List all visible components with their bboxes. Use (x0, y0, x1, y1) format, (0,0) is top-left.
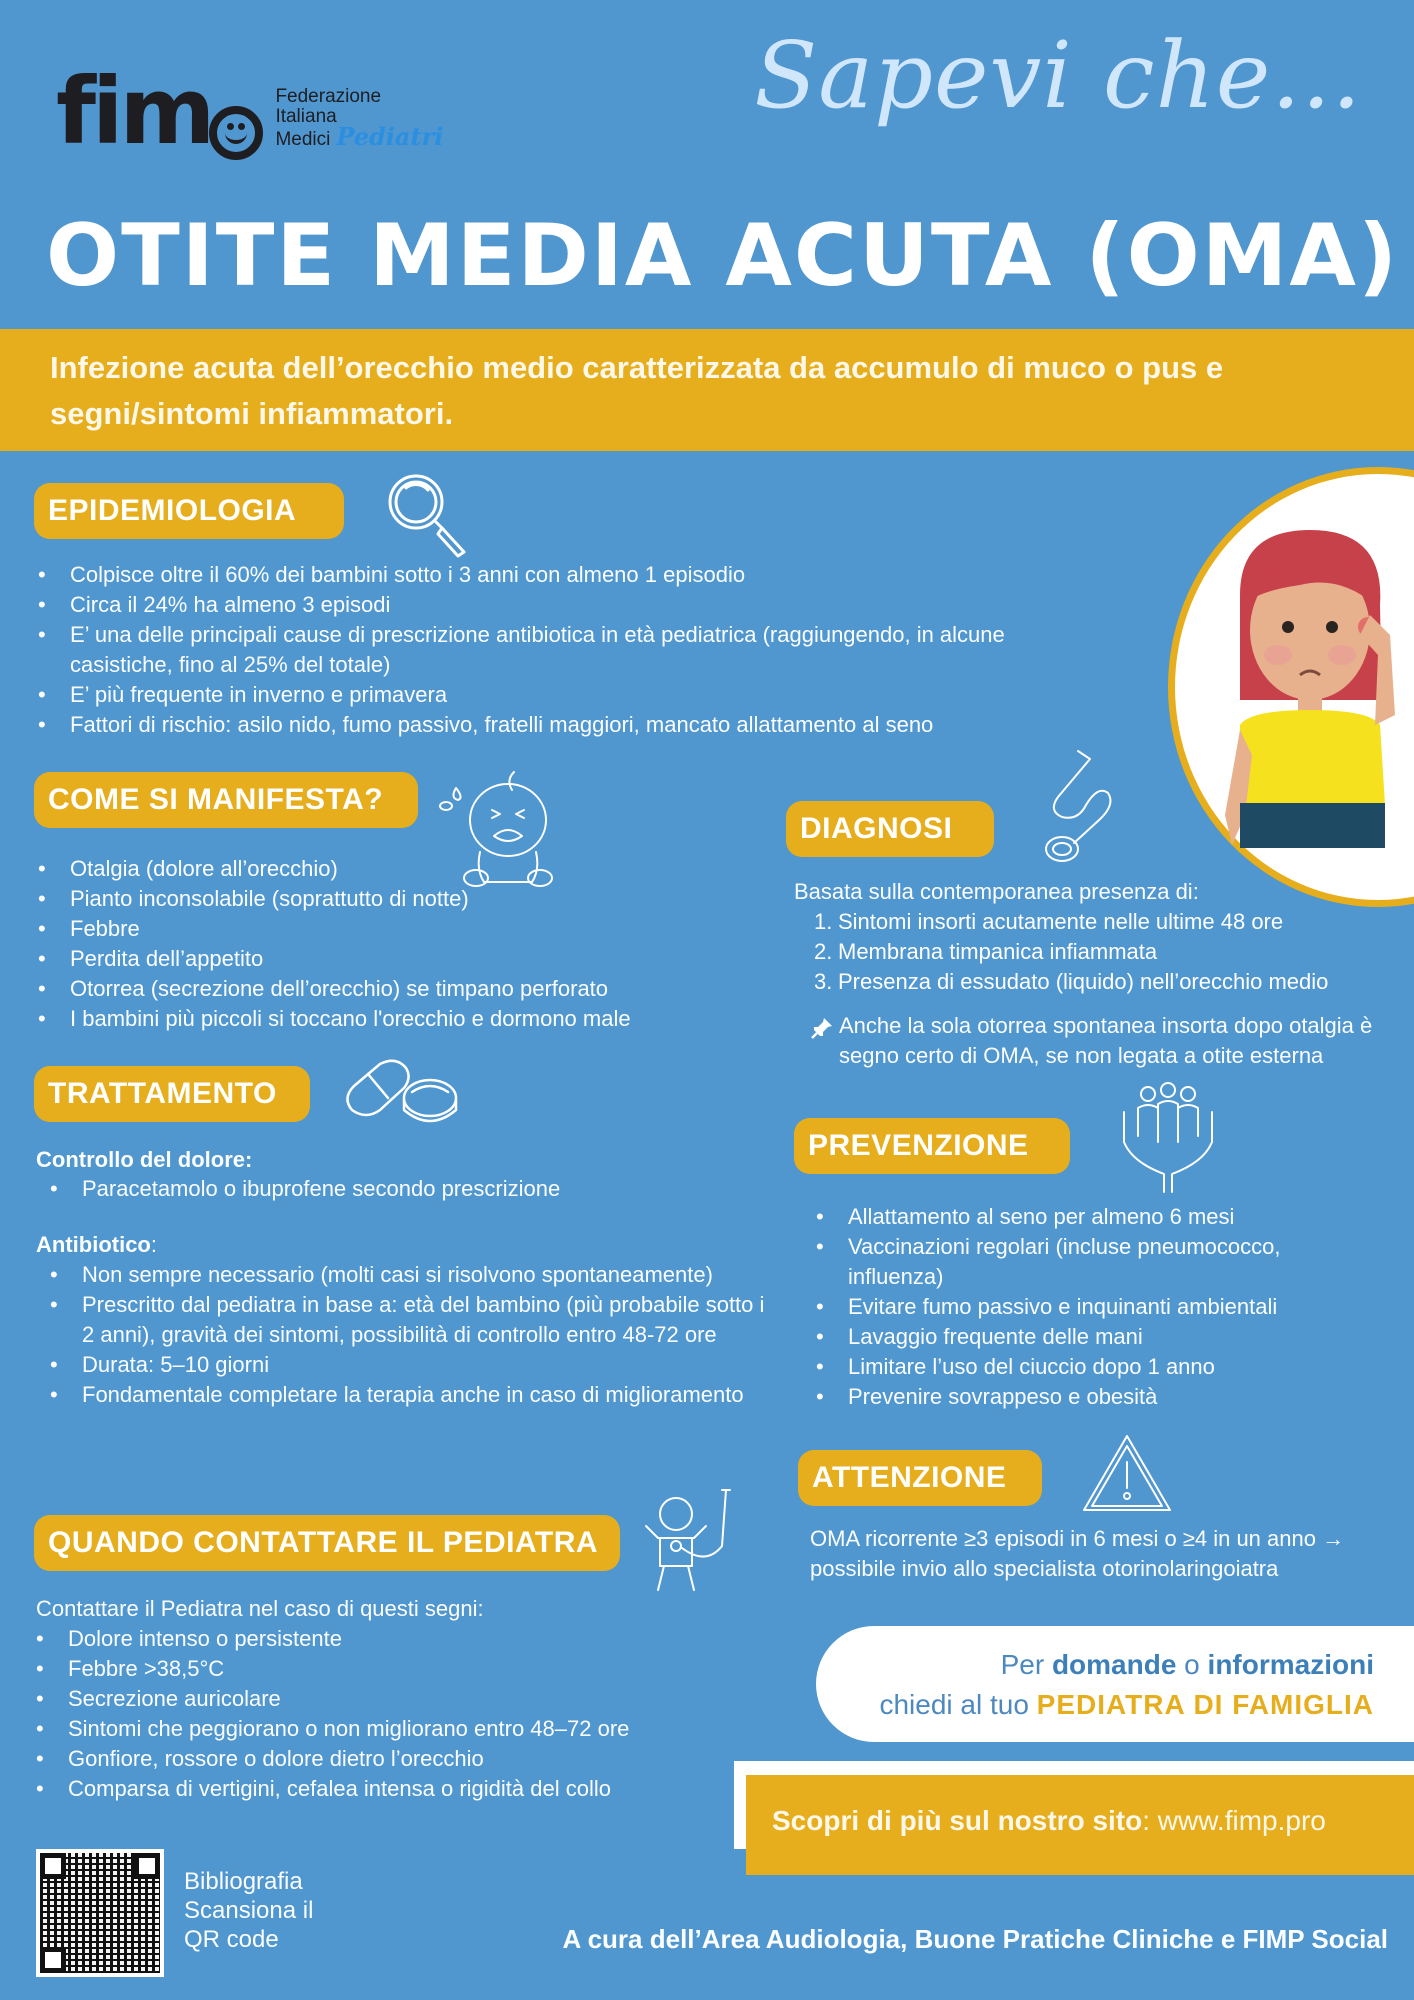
diagnosi-criteria-list (794, 907, 1414, 997)
list-item: 3. Presenza di essudato (liquido) nell’orecchio medio (814, 969, 1329, 994)
list-item: 2. Membrana timpanica infiammata (814, 939, 1158, 964)
list-item: • Pianto inconsolabile (soprattutto di notte) (36, 884, 776, 914)
girl-earache-illustration (1210, 515, 1414, 850)
diagnosi-note: Anche la sola otorrea spontanea insorta dopo otalgia è segno certo di OMA, se non legata a otite esterna (839, 1013, 1373, 1068)
logo-wordmark: fim (56, 58, 212, 165)
page-title: OTITE MEDIA ACUTA (OMA) (46, 206, 1400, 306)
list-item: • Fondamentale completare la terapia anche in caso di miglioramento (48, 1380, 772, 1410)
logo-pediatri-script: Pediatri (336, 122, 444, 151)
pain-control-heading: Controllo del dolore: (36, 1147, 253, 1172)
script-title: Sapevi che... (754, 22, 1362, 129)
section-title-contattare: QUANDO CONTATTARE IL PEDIATRA (34, 1515, 620, 1571)
section-title-prevenzione: PREVENZIONE (794, 1118, 1070, 1174)
section-title-manifesta: COME SI MANIFESTA? (34, 772, 418, 828)
list-item: • Non sempre necessario (molti casi si risolvono spontaneamente) (48, 1260, 772, 1290)
site-banner: Scopri di più sul nostro sito: www.fimp.pro (746, 1775, 1414, 1875)
warning-triangle-icon (1080, 1432, 1174, 1516)
section-title-epidemiologia: EPIDEMIOLOGIA (34, 483, 344, 539)
pushpin-icon (810, 1016, 834, 1040)
list-item: • Fattori di rischio: asilo nido, fumo passivo, fratelli maggiori, mancato allattamento al seno (36, 710, 1036, 740)
qr-caption: Bibliografia Scansiona il QR code (184, 1868, 314, 1953)
list-item: • Prescritto dal pediatra in base a: età del bambino (più probabile sotto i 2 anni), gravità dei sintomi, possibilità di controllo entro 48-72 ore (48, 1290, 772, 1350)
magnifier-icon (380, 468, 476, 560)
list-item: • Secrezione auricolare (34, 1684, 754, 1714)
list-item: • I bambini più piccoli si toccano l'orecchio e dormono male (36, 1004, 776, 1034)
list-item: • Prevenire sovrappeso e obesità (814, 1382, 1374, 1412)
pills-icon (340, 1058, 460, 1134)
list-item: • Perdita dell’appetito (36, 944, 776, 974)
stethoscope-icon (1018, 745, 1118, 865)
section-title-trattamento: TRATTAMENTO (34, 1066, 310, 1122)
fimp-logo (56, 58, 444, 165)
list-item: • Otalgia (dolore all’orecchio) (36, 854, 776, 884)
prevenzione-list (814, 1202, 1374, 1412)
list-item: • Otorrea (secrezione dell’orecchio) se timpano perforato (36, 974, 776, 1004)
list-item: • Dolore intenso o persistente (34, 1624, 754, 1654)
antibiotic-list (48, 1260, 772, 1410)
contattare-intro: Contattare il Pediatra nel caso di questi segni: (36, 1596, 484, 1621)
list-item: • E’ una delle principali cause di prescrizione antibiotica in età pediatrica (raggiungendo, in alcune casistiche, fino al 25% del totale) (36, 620, 1036, 680)
contattare-list (34, 1624, 754, 1804)
list-item: • Febbre (36, 914, 776, 944)
list-item: • Gonfiore, rossore o dolore dietro l’orecchio (34, 1744, 754, 1774)
list-item: • Evitare fumo passivo e inquinanti ambientali (814, 1292, 1374, 1322)
list-item: • Circa il 24% ha almeno 3 episodi (36, 590, 1036, 620)
ask-pediatrician-text: Per domande o informazioni chiedi al tuo PEDIATRA DI FAMIGLIA (879, 1649, 1374, 1720)
list-item: • Allattamento al seno per almeno 6 mesi (814, 1202, 1374, 1232)
manifesta-list (36, 854, 776, 1034)
logo-text: Federazione Italiana Medici Pediatri (275, 86, 444, 151)
credits: A cura dell’Area Audiologia, Buone Pratiche Cliniche e FIMP Social (562, 1924, 1388, 1954)
site-link[interactable]: www.fimp.pro (1157, 1805, 1326, 1836)
list-item: • Vaccinazioni regolari (incluse pneumococco, influenza) (814, 1232, 1374, 1292)
list-item: • E’ più frequente in inverno e primavera (36, 680, 1036, 710)
section-title-attenzione: ATTENZIONE (798, 1450, 1042, 1506)
pain-control-list (48, 1174, 768, 1204)
epidemiologia-list (36, 560, 1036, 740)
list-item: • Lavaggio frequente delle mani (814, 1322, 1374, 1352)
list-item: • Comparsa di vertigini, cefalea intensa o rigidità del collo (34, 1774, 754, 1804)
baby-stethoscope-icon (636, 1486, 742, 1592)
definition-banner: Infezione acuta dell’orecchio medio caratterizzata da accumulo di muco o pus e segni/sintomi infiammatori. (0, 329, 1414, 451)
hands-family-icon (1118, 1082, 1218, 1194)
list-item: • Paracetamolo o ibuprofene secondo prescrizione (48, 1174, 768, 1204)
list-item: • Durata: 5–10 giorni (48, 1350, 772, 1380)
bibliography-qr-code[interactable] (36, 1849, 164, 1977)
list-item: 1. Sintomi insorti acutamente nelle ultime 48 ore (814, 909, 1284, 934)
antibiotic-heading: Antibiotico: (36, 1232, 157, 1257)
attenzione-text: OMA ricorrente ≥3 episodi in 6 mesi o ≥4 in un anno → possibile invio allo specialista otorinolaringoiatra (810, 1526, 1345, 1581)
smiley-icon (209, 106, 263, 160)
diagnosi-intro: Basata sulla contemporanea presenza di: (794, 879, 1199, 904)
section-title-diagnosi: DIAGNOSI (786, 801, 994, 857)
list-item: • Sintomi che peggiorano o non migliorano entro 48–72 ore (34, 1714, 754, 1744)
list-item: • Limitare l’uso del ciuccio dopo 1 anno (814, 1352, 1374, 1382)
list-item: • Colpisce oltre il 60% dei bambini sotto i 3 anni con almeno 1 episodio (36, 560, 1036, 590)
list-item: • Febbre >38,5°C (34, 1654, 754, 1684)
